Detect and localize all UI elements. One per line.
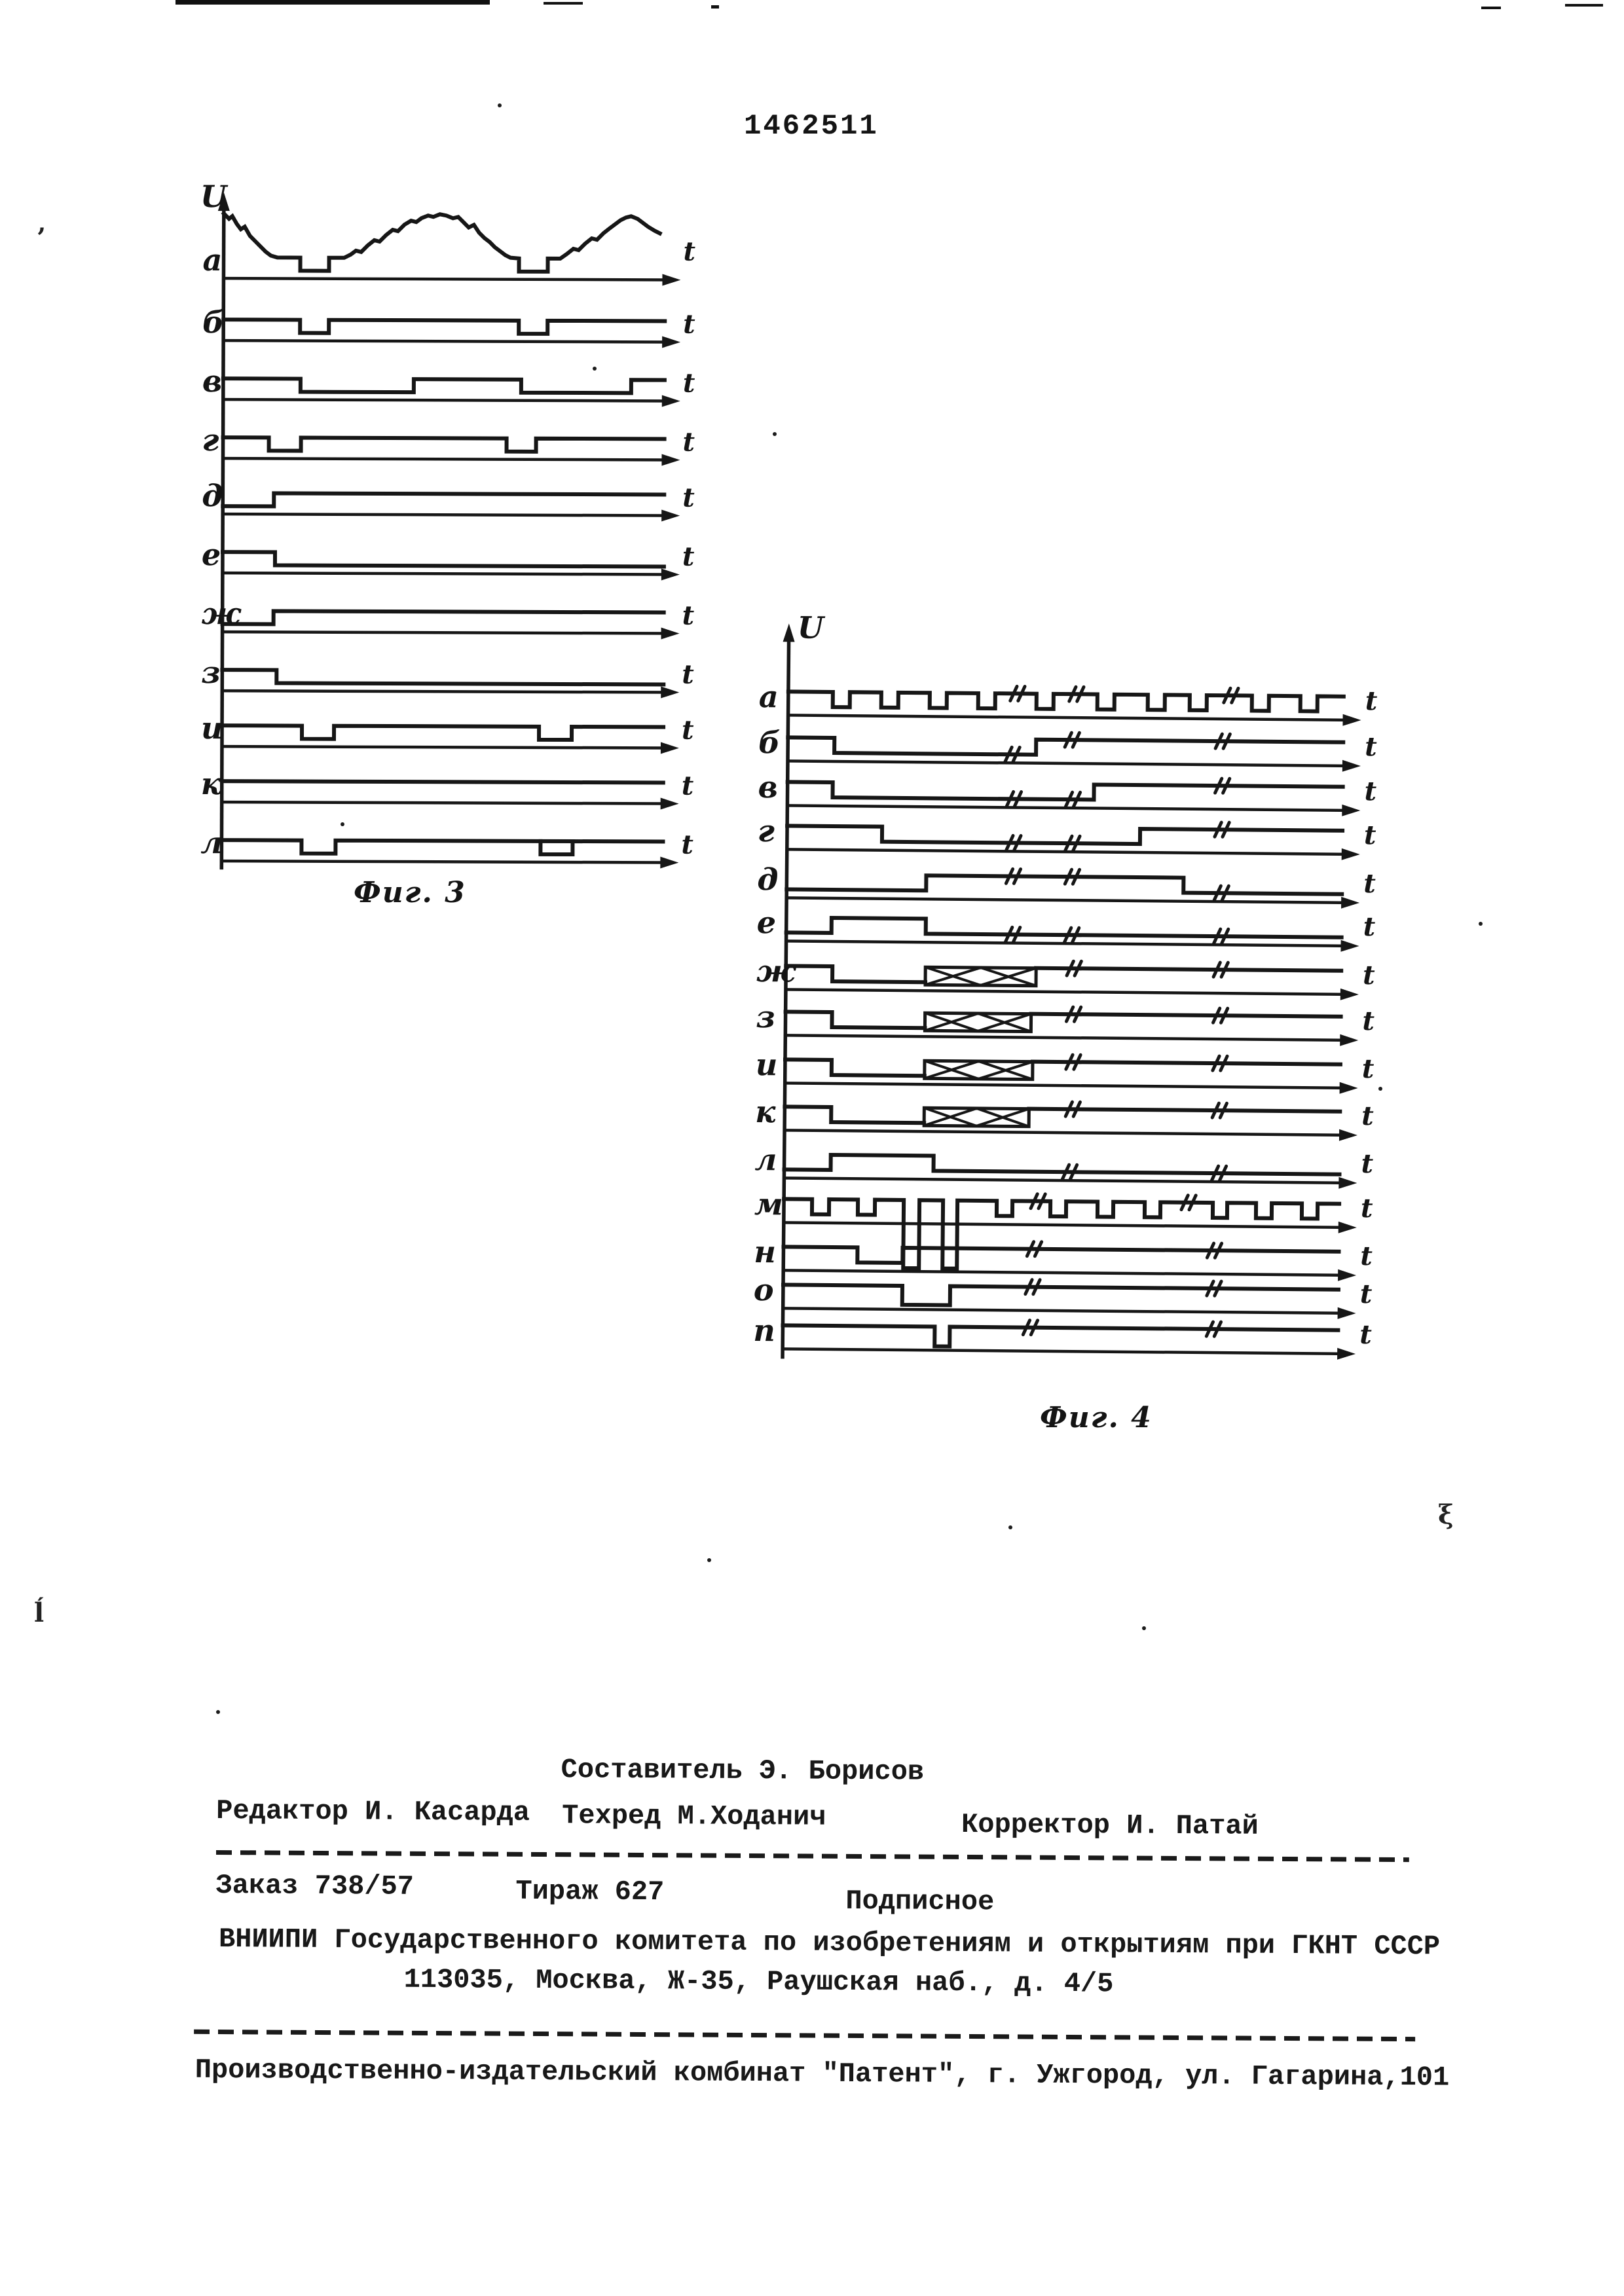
t-axis-label: t bbox=[1364, 731, 1377, 763]
t-axis-label: t bbox=[682, 482, 695, 513]
row-label: в bbox=[202, 363, 223, 399]
t-axis-label: t bbox=[682, 541, 695, 572]
row-label: и bbox=[200, 710, 223, 746]
row-label: ж bbox=[201, 596, 241, 632]
row-label: к bbox=[755, 1093, 776, 1130]
t-axis-label: t bbox=[1360, 1193, 1373, 1224]
t-axis-label: t bbox=[682, 426, 695, 458]
imprint-text-line: Тираж 627 bbox=[515, 1875, 665, 1908]
t-axis-label: t bbox=[1365, 685, 1378, 717]
t-axis-label: t bbox=[1363, 911, 1376, 943]
t-axis-label: t bbox=[1363, 820, 1376, 851]
t-axis-label: t bbox=[682, 367, 695, 399]
scan-stray-mark: ξ bbox=[1438, 1499, 1454, 1530]
row-label: д bbox=[757, 861, 779, 898]
divider-rule bbox=[216, 1850, 1409, 1862]
row-label: п bbox=[753, 1312, 776, 1349]
row-label: б bbox=[202, 304, 225, 340]
scan-speck bbox=[498, 103, 502, 107]
scan-speck bbox=[1142, 1626, 1146, 1630]
t-axis-label: t bbox=[1359, 1279, 1373, 1310]
imprint-text-line: Редактор И. Касарда bbox=[216, 1795, 530, 1829]
row-label: л bbox=[200, 825, 223, 861]
t-axis-label: t bbox=[1359, 1319, 1373, 1351]
row-label: в bbox=[758, 769, 779, 805]
scan-speck bbox=[1479, 922, 1483, 926]
row-label: г bbox=[202, 422, 219, 458]
scan-edge-mark bbox=[1565, 4, 1603, 7]
fig4-caption: Фиг. 4 bbox=[1040, 1401, 1153, 1434]
patent-number: 1462511 bbox=[744, 110, 879, 143]
t-axis-label: t bbox=[681, 770, 694, 801]
t-axis-label: t bbox=[682, 659, 694, 690]
row-label: з bbox=[201, 655, 221, 691]
imprint-text-line: Составитель Э. Борисов bbox=[561, 1754, 925, 1788]
t-axis-label: t bbox=[1361, 1101, 1374, 1132]
t-axis-label: t bbox=[1362, 1006, 1375, 1037]
scan-edge-mark bbox=[175, 0, 490, 5]
row-label: а bbox=[758, 678, 779, 715]
scan-speck bbox=[341, 822, 344, 826]
row-label: н bbox=[754, 1233, 777, 1270]
imprint-text-line: Корректор И. Патай bbox=[961, 1808, 1259, 1842]
row-label: и bbox=[755, 1046, 778, 1083]
t-axis-label: t bbox=[1362, 960, 1375, 991]
row-label: л bbox=[754, 1141, 777, 1178]
scan-speck bbox=[216, 1710, 220, 1714]
t-axis-label: t bbox=[683, 236, 696, 267]
imprint-text-line: Производственно-издательский комбинат "Патент", г. Ужгород, ул. Гагарина,101 bbox=[194, 2054, 1450, 2094]
fig3-caption: Фиг. 3 bbox=[354, 876, 466, 909]
row-label: е bbox=[756, 904, 777, 941]
scan-edge-mark bbox=[544, 2, 583, 5]
u-axis-label: U bbox=[200, 179, 227, 215]
t-axis-label: t bbox=[1364, 776, 1377, 807]
row-label: а bbox=[202, 242, 223, 278]
t-axis-label: t bbox=[1360, 1241, 1373, 1272]
imprint-text-line: 113035, Москва, Ж-35, Раушская наб., д. 4/5 bbox=[403, 1963, 1114, 2000]
t-axis-label: t bbox=[1361, 1053, 1375, 1085]
row-label: з bbox=[756, 998, 776, 1035]
scan-speck bbox=[773, 432, 777, 436]
scan-stray-mark: ’ bbox=[37, 223, 46, 253]
scan-edge-mark bbox=[711, 5, 719, 9]
row-label: д bbox=[202, 478, 223, 514]
row-label: ж bbox=[756, 953, 796, 989]
scan-speck bbox=[1378, 1087, 1382, 1091]
imprint-text-line: Заказ 738/57 bbox=[215, 1869, 415, 1903]
row-label: к bbox=[200, 766, 221, 802]
scan-edge-mark bbox=[1481, 7, 1501, 9]
scan-speck bbox=[707, 1558, 711, 1562]
t-axis-label: t bbox=[683, 308, 695, 340]
scan-stray-mark: ĺ bbox=[34, 1597, 45, 1628]
row-label: б bbox=[758, 724, 781, 761]
u-axis-label: U bbox=[797, 610, 824, 646]
divider-rule bbox=[194, 2030, 1415, 2041]
imprint-text-line: Подписное bbox=[845, 1885, 995, 1918]
t-axis-label: t bbox=[681, 714, 694, 746]
row-label: о bbox=[753, 1271, 774, 1308]
t-axis-label: t bbox=[681, 829, 694, 860]
t-axis-label: t bbox=[1363, 868, 1376, 900]
t-axis-label: t bbox=[1361, 1148, 1374, 1180]
scan-speck bbox=[593, 367, 597, 371]
imprint-text-line: Техред М.Ходанич bbox=[562, 1800, 826, 1833]
row-label: м bbox=[754, 1186, 784, 1222]
row-label: г bbox=[757, 812, 775, 849]
row-label: е bbox=[201, 537, 221, 573]
imprint-text-line: ВНИИПИ Государственного комитета по изобретениям и открытиям при ГКНТ СССР bbox=[218, 1923, 1441, 1963]
t-axis-label: t bbox=[682, 600, 695, 631]
scan-speck bbox=[1008, 1525, 1012, 1529]
